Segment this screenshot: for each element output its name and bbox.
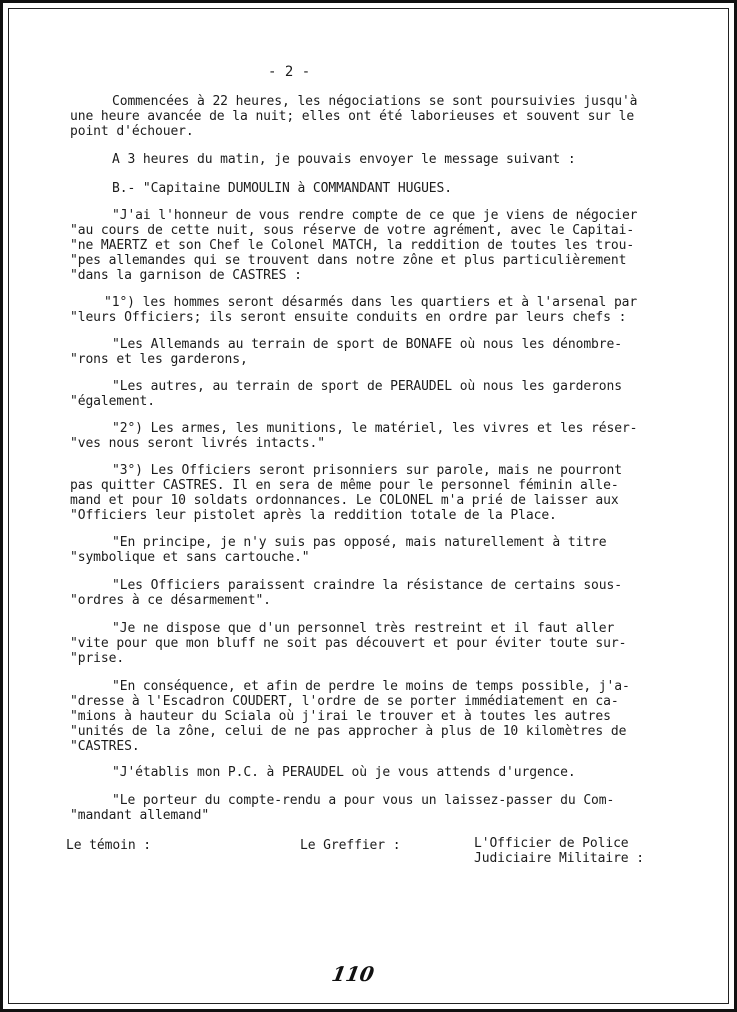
text-line: "Je ne dispose que d'un personnel très restreint et il faut aller	[112, 621, 615, 636]
signature-temoin: Le témoin :	[66, 838, 151, 853]
text-line: "3°) Les Officiers seront prisonniers sur parole, mais ne pourront	[112, 463, 622, 478]
text-line: "mandant allemand"	[70, 808, 210, 823]
text-line: "symbolique et sans cartouche."	[70, 550, 310, 565]
handwritten-folio: 110	[329, 962, 376, 986]
text-line: "Le porteur du compte-rendu a pour vous un laissez-passer du Com-	[112, 793, 615, 808]
text-line: "J'ai l'honneur de vous rendre compte de ce que je viens de négocier	[112, 208, 638, 223]
text-line: "mions à hauteur du Sciala où j'irai le trouver et à toutes les autres	[70, 709, 611, 724]
text-line: "dans la garnison de CASTRES :	[70, 268, 302, 283]
signature-officier: L'Officier de Police	[474, 836, 629, 851]
text-line: "J'établis mon P.C. à PERAUDEL où je vous attends d'urgence.	[112, 765, 576, 780]
text-line: une heure avancée de la nuit; elles ont été laborieuses et souvent sur le	[70, 109, 635, 124]
text-line: "En principe, je n'y suis pas opposé, mais naturellement à titre	[112, 535, 607, 550]
text-line: "2°) Les armes, les munitions, le matériel, les vivres et les réser-	[112, 421, 638, 436]
text-line: pas quitter CASTRES. Il en sera de même pour le personnel féminin alle-	[70, 478, 619, 493]
text-line: "Officiers leur pistolet après la reddition totale de la Place.	[70, 508, 557, 523]
text-line: "En conséquence, et afin de perdre le moins de temps possible, j'a-	[112, 679, 630, 694]
signature-officier-title: Judiciaire Militaire :	[474, 851, 644, 866]
text-line: B.- "Capitaine DUMOULIN à COMMANDANT HUGUES.	[112, 181, 452, 196]
text-line: "Les Officiers paraissent craindre la résistance de certains sous-	[112, 578, 622, 593]
text-line: "CASTRES.	[70, 739, 140, 754]
text-line: point d'échouer.	[70, 124, 194, 139]
text-line: "1°) les hommes seront désarmés dans les quartiers et à l'arsenal par	[104, 295, 638, 310]
text-line: "rons et les garderons,	[70, 352, 248, 367]
text-line: "ves nous seront livrés intacts."	[70, 436, 325, 451]
text-line: A 3 heures du matin, je pouvais envoyer le message suivant :	[112, 152, 576, 167]
text-line: Commencées à 22 heures, les négociations se sont poursuivies jusqu'à	[112, 94, 638, 109]
text-line: mand et pour 10 soldats ordonnances. Le COLONEL m'a prié de laisser aux	[70, 493, 619, 508]
signature-greffier: Le Greffier :	[300, 838, 401, 853]
text-line: "Les autres, au terrain de sport de PERAUDEL où nous les garderons	[112, 379, 622, 394]
text-line: "prise.	[70, 651, 125, 666]
text-line: "vite pour que mon bluff ne soit pas découvert et pour éviter toute sur-	[70, 636, 627, 651]
text-line: "ordres à ce désarmement".	[70, 593, 271, 608]
text-line: "au cours de cette nuit, sous réserve de votre agrément, avec le Capitai-	[70, 223, 635, 238]
text-line: "unités de la zône, celui de ne pas approcher à plus de 10 kilomètres de	[70, 724, 627, 739]
text-line: "Les Allemands au terrain de sport de BONAFE où nous les dénombre-	[112, 337, 622, 352]
text-line: "ne MAERTZ et son Chef le Colonel MATCH, la reddition de toutes les trou-	[70, 238, 635, 253]
page-number: - 2 -	[268, 64, 311, 80]
text-line: "également.	[70, 394, 155, 409]
text-line: "dresse à l'Escadron COUDERT, l'ordre de se porter immédiatement en ca-	[70, 694, 619, 709]
text-line: "pes allemandes qui se trouvent dans notre zône et plus particulièrement	[70, 253, 627, 268]
text-line: "leurs Officiers; ils seront ensuite conduits en ordre par leurs chefs :	[70, 310, 627, 325]
